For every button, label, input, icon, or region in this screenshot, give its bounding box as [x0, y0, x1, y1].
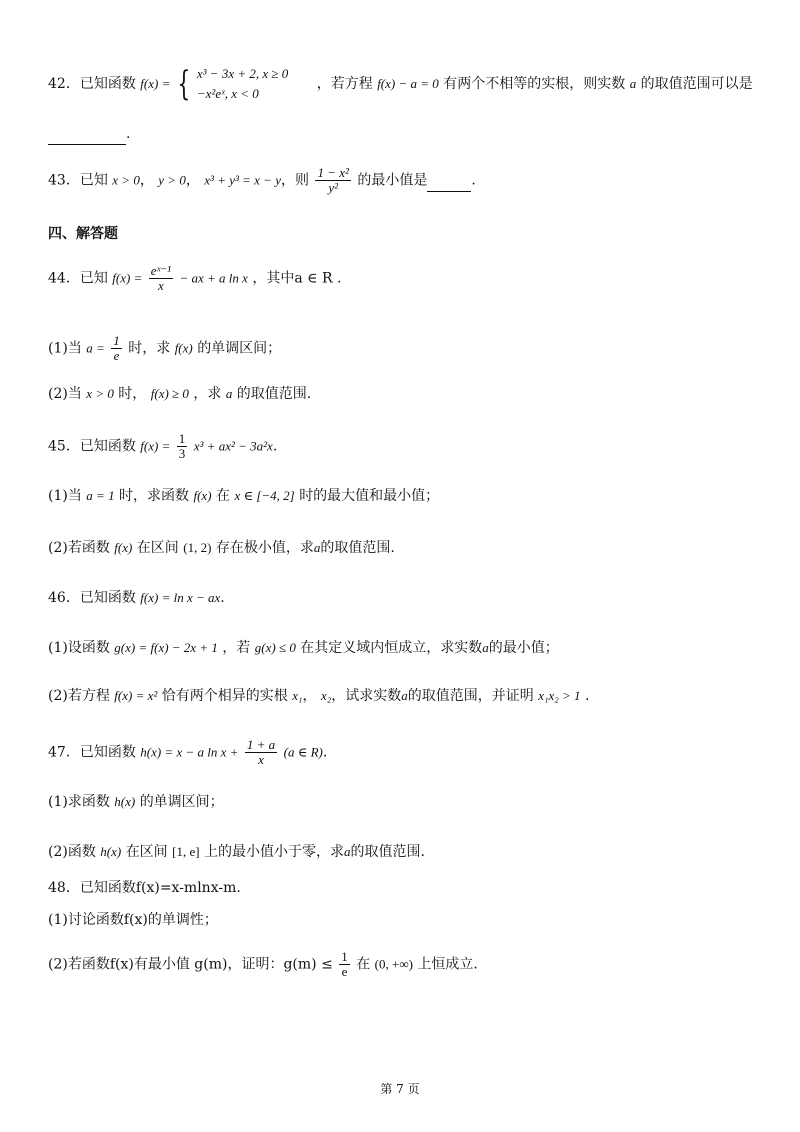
q46-p2-text-3: 的取值范围，并证明 [407, 688, 534, 704]
q46-p1-g-function: g(x) = f(x) − 2x + 1 [114, 640, 218, 655]
question-44-number: 44．已知 [48, 270, 108, 287]
q42-text-3: 的取值范围可以是 [640, 76, 753, 92]
q44-p2-inequality: f(x) ≥ 0 [150, 386, 189, 401]
q43-text: 的最小值是 [357, 172, 428, 189]
q47-tail: . [322, 744, 328, 761]
q45-fraction-numerator: 1 [178, 431, 186, 446]
q44-p1-text: 时，求 [128, 340, 171, 357]
q45-function-name: f(x) = [140, 438, 171, 454]
q44-p2-text: 时， [118, 386, 147, 402]
q44-part-2 [48, 384, 311, 404]
page-footer [0, 1080, 800, 1097]
q44-expression: − ax + a ln x [179, 270, 248, 286]
q45-p2-a: a [313, 540, 321, 555]
question-42-number: 42．已知函数 [48, 76, 136, 92]
q46-p1-text-2: 在其定义域内恒成立，求实数 [300, 640, 483, 656]
q43-fraction-numerator: 1 − x² [317, 165, 349, 180]
q47-p2-text-3: 的取值范围. [350, 844, 425, 860]
q45-p1-a: a = 1 [86, 488, 115, 503]
q44-p2-text-2: ，求 [193, 386, 222, 402]
question-46-number: 46．已知函数 [48, 590, 136, 606]
q47-part-1 [48, 792, 224, 812]
q44-p1-label: (1)当 [48, 340, 82, 357]
q45-fraction-denominator: 3 [178, 446, 186, 461]
q48-fraction-numerator: 1 [341, 949, 348, 964]
q42-brace: { [177, 64, 191, 104]
q46-part-2 [48, 686, 589, 706]
q47-p2-interval: [1, e] [172, 844, 200, 859]
q45-p2-text-2: 存在极小值，求 [215, 540, 314, 556]
question-48-text: 48．已知函数f(x)=x-mlnx-m. [48, 880, 241, 896]
section-header [48, 224, 118, 244]
q46-part-1 [48, 638, 559, 658]
q48-part-1 [48, 910, 218, 930]
q48-part-2 [48, 950, 478, 979]
q45-p1-text-3: 时的最大值和最小值； [299, 488, 440, 504]
q42-case-1: x³ − 3x + 2, x ≥ 0 [196, 66, 289, 81]
q48-p2-le: ≤ [321, 956, 333, 973]
q43-fraction [315, 166, 350, 195]
q48-fraction [339, 950, 350, 979]
q46-p1-a: a [482, 640, 489, 655]
q48-p1-text: (1)讨论函数f(x)的单调性； [48, 912, 218, 928]
q44-p1-function: f(x) [174, 340, 193, 356]
q45-p2-text: 在区间 [136, 540, 179, 556]
q45-p1-text-2: 在 [215, 488, 230, 504]
q46-p1-text: ，若 [222, 640, 251, 656]
question-47-number: 47．已知函数 [48, 744, 136, 761]
q45-p2-text-3: 的取值范围. [320, 540, 395, 556]
q46-p1-condition: g(x) ≤ 0 [254, 640, 296, 655]
q46-p2-text-2: ，试求实数 [331, 688, 402, 704]
section-title: 四、解答题 [48, 226, 118, 242]
q44-p1-a: a = [86, 340, 105, 356]
q42-case-2: −x²eˣ, x < 0 [196, 86, 259, 101]
q46-p2-comma: ， [302, 688, 317, 704]
q44-p1-text-2: 的单调区间； [197, 340, 282, 357]
q44-fraction [149, 264, 173, 293]
q47-p1-function: h(x) [114, 794, 136, 809]
q47-part-2 [48, 842, 425, 862]
q48-p2-text: (2)若函数f(x)有最小值 g(m)，证明：g(m) [48, 956, 317, 973]
q45-tail: . [272, 438, 278, 455]
q46-p2-equation: f(x) = x² [114, 688, 158, 703]
q46-p2-tail: . [585, 688, 590, 704]
question-43 [48, 166, 476, 195]
q46-p1-text-3: 的最小值； [488, 640, 559, 656]
question-42 [48, 64, 753, 104]
q46-tail: . [220, 590, 225, 606]
q44-function-name: f(x) = [112, 270, 143, 286]
q44-fraction-denominator: x [158, 278, 164, 293]
q45-p1-label: (1)当 [48, 488, 82, 504]
q45-part-1 [48, 486, 439, 506]
q47-fraction-numerator: 1 + a [246, 737, 276, 752]
q44-p2-text-3: 的取值范围. [236, 386, 312, 402]
q45-p2-function: f(x) [114, 540, 133, 555]
q42-text-2: 有两个不相等的实根，则实数 [443, 76, 626, 92]
q43-sep-3: ，则 [280, 172, 309, 189]
q43-sep-2: ， [185, 172, 200, 189]
q45-p2-interval: (1, 2) [183, 540, 212, 555]
q45-p1-domain: x ∈ [−4, 2] [234, 488, 295, 503]
q46-p2-x1: x₁ [292, 688, 303, 703]
q45-p1-function: f(x) [193, 488, 212, 503]
q43-condition-1: x > 0 [112, 172, 140, 188]
q46-p1-label: (1)设函数 [48, 640, 110, 656]
q47-p1-label: (1)求函数 [48, 794, 110, 810]
q47-fraction-denominator: x [258, 752, 264, 767]
q43-tail: . [471, 172, 476, 189]
q48-p2-interval: (0, +∞) [374, 956, 413, 972]
q47-p1-text: 的单调区间； [139, 794, 224, 810]
q45-p2-label: (2)若函数 [48, 540, 110, 556]
q46-p2-text: 恰有两个相异的实根 [161, 688, 288, 704]
q42-text-1: ，若方程 [316, 76, 373, 92]
q42-function-name: f(x) = [140, 76, 171, 91]
q47-p2-function: h(x) [100, 844, 122, 859]
q44-p2-label: (2)当 [48, 386, 82, 402]
q45-expression: x³ + ax² − 3a²x [193, 438, 273, 454]
question-46 [48, 588, 225, 608]
q43-condition-2: y > 0 [158, 172, 186, 188]
q48-p2-text-2: 在 [356, 956, 371, 973]
q44-p1-denominator: e [113, 348, 120, 363]
q47-p2-text: 在区间 [125, 844, 168, 860]
q46-p2-label: (2)若方程 [48, 688, 110, 704]
q43-answer-blank[interactable] [427, 171, 471, 192]
q47-p2-label: (2)函数 [48, 844, 96, 860]
q43-fraction-denominator: y² [328, 180, 338, 195]
q44-tail: ，其中a ∈ R . [252, 270, 342, 287]
question-45 [48, 432, 277, 461]
q42-tail: . [126, 126, 131, 142]
q44-p1-numerator: 1 [113, 333, 120, 348]
question-43-number: 43．已知 [48, 172, 108, 189]
q42-piecewise [197, 64, 288, 104]
q42-variable-a: a [629, 76, 637, 91]
q44-p1-fraction [111, 334, 122, 363]
q47-fraction [245, 738, 277, 767]
q43-condition-3: x³ + y³ = x − y [204, 172, 281, 188]
q47-condition: (a ∈ R) [283, 744, 323, 760]
q43-sep-1: ， [139, 172, 154, 189]
q47-function: h(x) = x − a ln x + [140, 744, 239, 760]
question-44 [48, 264, 341, 293]
q46-p2-a: a [401, 688, 408, 703]
q44-p2-a: a [225, 386, 233, 401]
q46-function: f(x) = ln x − ax [140, 590, 221, 605]
q42-answer-blank[interactable] [48, 124, 126, 145]
q44-part-1 [48, 334, 281, 363]
q46-p2-inequality: x₁x₂ > 1 [538, 688, 581, 703]
page-number: 第 7 页 [380, 1082, 420, 1096]
q47-p2-text-2: 上的最小值小于零，求 [204, 844, 345, 860]
q44-p2-condition: x > 0 [86, 386, 114, 401]
question-45-number: 45．已知函数 [48, 438, 136, 455]
q45-fraction [177, 432, 188, 461]
question-47 [48, 738, 327, 767]
q48-fraction-denominator: e [341, 964, 348, 979]
q42-equation: f(x) − a = 0 [377, 76, 439, 91]
q44-fraction-numerator: eˣ⁻¹ [150, 263, 171, 278]
q45-p1-text: 时，求函数 [119, 488, 190, 504]
question-48 [48, 878, 241, 898]
q45-part-2 [48, 538, 395, 558]
q48-p2-text-3: 上恒成立. [417, 956, 478, 973]
q47-p2-a: a [344, 844, 351, 859]
q46-p2-x2: x₂ [320, 688, 332, 703]
q42-answer-line [48, 124, 130, 145]
